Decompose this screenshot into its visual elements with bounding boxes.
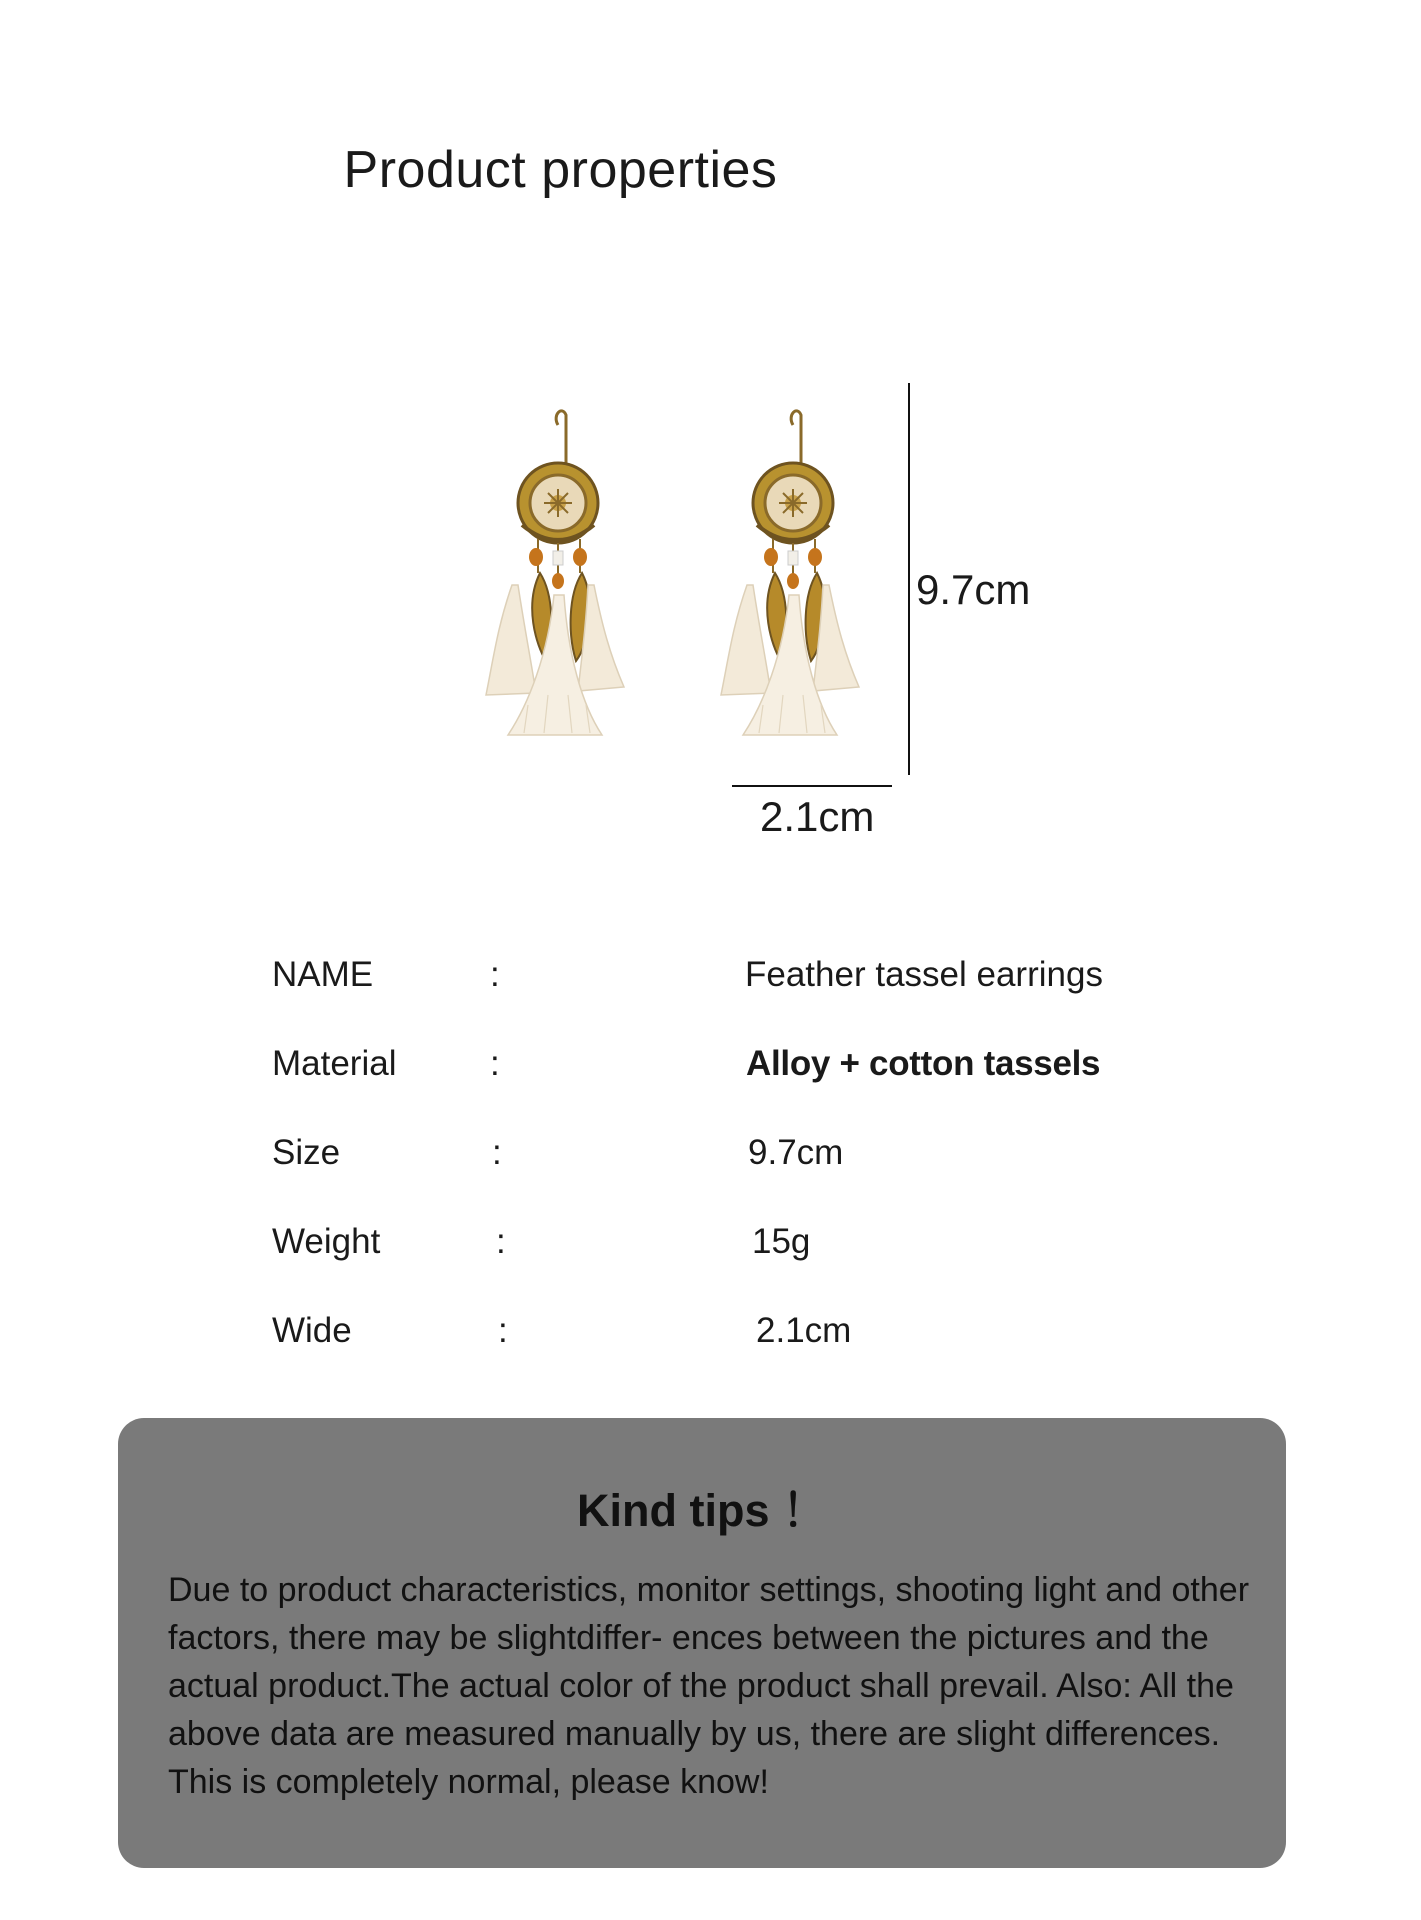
width-dimension-label: 2.1cm bbox=[760, 793, 875, 840]
property-value: 2.1cm bbox=[756, 1311, 852, 1350]
property-label: NAME bbox=[272, 955, 374, 994]
property-row-name bbox=[272, 955, 1172, 1044]
property-label: Weight bbox=[272, 1222, 381, 1261]
property-row-size bbox=[272, 1133, 1172, 1222]
property-label: Size bbox=[272, 1133, 341, 1172]
height-dimension-label: 9.7cm bbox=[916, 566, 1031, 613]
earrings-photo bbox=[470, 320, 920, 800]
property-colon: : bbox=[490, 1044, 500, 1083]
kind-tips-title: Kind tips ！ bbox=[577, 1485, 827, 1536]
property-colon: : bbox=[496, 1222, 506, 1261]
page-title: Product properties bbox=[343, 141, 778, 199]
property-label: Material bbox=[272, 1044, 397, 1083]
kind-tips-body: Due to product characteristics, monitor settings, shooting light and other factors, there may be slightdiffer- ences between the pictures and the actual product.The actual color of the product shall prevail. Also: All the above data are measured manually by us, there are slight differences. This is completely normal, please know! bbox=[168, 1571, 1250, 1801]
property-colon: : bbox=[498, 1311, 508, 1350]
property-colon: : bbox=[490, 955, 500, 994]
kind-tips-panel bbox=[118, 1418, 1286, 1868]
properties-table bbox=[272, 955, 1172, 1400]
width-dimension-line bbox=[732, 785, 892, 787]
property-value: 15g bbox=[752, 1222, 811, 1261]
property-row-material bbox=[272, 1044, 1172, 1133]
property-label: Wide bbox=[272, 1311, 352, 1350]
height-dimension-line bbox=[908, 383, 910, 775]
property-value: Feather tassel earrings bbox=[745, 955, 1103, 994]
property-value: 9.7cm bbox=[748, 1133, 844, 1172]
property-row-wide bbox=[272, 1311, 1172, 1400]
property-row-weight bbox=[272, 1222, 1172, 1311]
property-colon: : bbox=[492, 1133, 502, 1172]
property-value: Alloy + cotton tassels bbox=[746, 1044, 1101, 1083]
